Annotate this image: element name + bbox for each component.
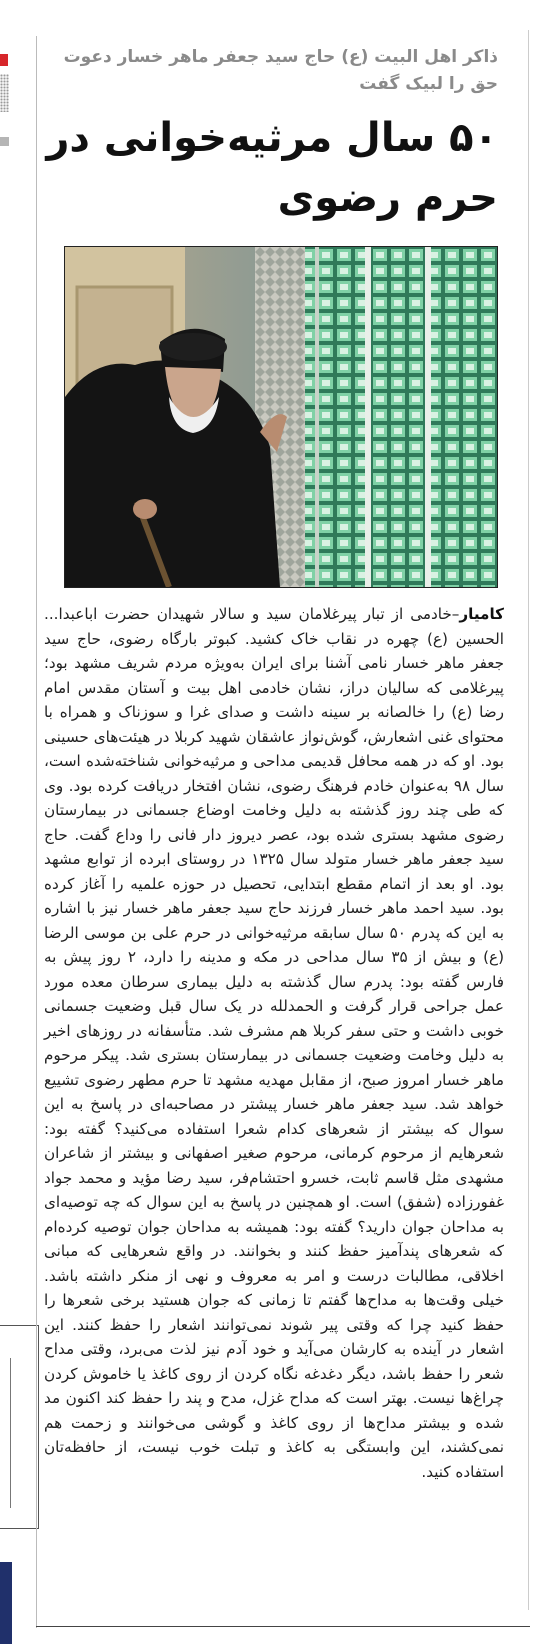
adjacent-grey-marker [0,137,9,146]
article-body [44,602,504,1484]
article-headline: ۵۰ سال مرثیه‌خوانی در حرم رضوی [46,115,498,221]
article-kicker: ذاکر اهل البیت (ع) حاج سید جعفر ماهر خسار دعوت حق را لبیک گفت [63,47,498,94]
article-photo [64,246,498,588]
adjacent-box-inner-frame [0,1358,11,1508]
adjacent-dot-pattern [0,74,9,112]
right-margin-rule [528,30,529,1610]
bottom-rule [36,1626,530,1627]
adjacent-red-marker [0,54,8,66]
adjacent-navy-bar [0,1562,12,1644]
portrait-photo-icon [65,247,497,587]
column-divider [36,36,37,1628]
article-header [42,44,502,228]
article-byline: کامیار [459,605,504,623]
article-body-text: –خادمی از تبار پیرغلامان سید و سالار شهیدان حضرت اباعبدا... الحسین (ع) چهره در نقاب خاک کشید. کبوتر بارگاه رضوی، حاج سید جعفر ماهر خسار نامی آشنا برای ایران به‌ویژه مردم شریف مشهد بود؛ پیرغلامی که سالیان دراز، نشان خادمی اهل بیت و آستان مقدس امام رضا (ع) را خالصانه بر سینه داشت و صدای غرا و سوزناک و همراه با محتوای غنی اشعارش، گوش‌نواز عاشقان شهید کربلا در هیئت‌های حسینی بود. او که در همه محافل قدیمی مداحی و مرثیه‌خوانی شناخته‌شده است، سال ۹۸ به‌عنوان خادم فرهنگ رضوی، نشان افتخار دریافت کرده بود. وی که طی چند روز گذشته به دلیل وخامت اوضاع جسمانی در بیمارستان رضوی مشهد بستری شده بود، عصر دیروز دار فانی را وداع گفت. حاج سید جعفر ماهر خسار متولد سال ۱۳۲۵ در روستای ابرده از توابع مشهد بود. او بعد از اتمام مقطع ابتدایی، تحصیل در حوزه علمیه را آغاز کرده بود. سید احمد ماهر خسار فرزند حاج سید جعفر ماهر خسار نیز با اشاره به این که پدرم ۵۰ سال سابقه مرثیه‌خوانی در حرم علی بن موسی الرضا (ع) و بیش از ۳۵ سال مداحی در مکه و مدینه را دارد، ۲ روز پیش به فارس گفته بود: پدرم سال گذشته به دلیل بیماری سرطان معده مورد عمل جراحی قرار گرفت و الحمدلله در یک سال قبل وضعیت جسمانی خوبی داشت و حتی سفر کربلا هم مشرف شد. متأسفانه در روزهای اخیر به دلیل وخامت وضعیت جسمانی در بیمارستان بستری شد. پیکر مرحوم ماهر خسار امروز صبح، از مقابل مهدیه مشهد تا حرم مطهر رضوی تشییع خواهد شد. سید جعفر ماهر خسار پیشتر در مصاحبه‌ای در پاسخ به این سوال که بیشتر از شعرهای کدام شعرا استفاده می‌کنید؟ گفته بود: شعرهایم از مرحوم کرمانی، مرحوم صغیر اصفهانی و بیشتر از شاعران مشهدی مثل قاسم ثابت، خسرو احتشام‌فر، سید رضا مؤید و محمد جواد غفورزاده (شفق) است. او همچنین در پاسخ به این سوال که چه توصیه‌ای به مداحان جوان دارید؟ گفته بود: همیشه به مداحان جوان توصیه کرده‌ام که شعرهای پندآمیز حفظ کنند و بخوانند. در واقع شعرهایی که مبانی اخلاقی، مطالبات درست و امر به معروف و نهی از منکر داشته باشد. خیلی وقت‌ها به مداح‌ها گفتم تا زمانی که جوان هستید برخی شعرها را حفظ کنید چرا که وقتی پیر شوند نمی‌توانند اشعار را حفظ کنند. این اشعار در آینده به کارشان می‌آید و خود آدم نیز لذت می‌برد، وقتی مداح شعر را حفظ باشد، دیگر دغدغه نگاه کردن از روی کاغذ یا خاموش کردن چراغ‌ها نیست. بهتر است که مداح غزل، مدح و پند را حفظ کند اکنون مد شده و بیشتر مداح‌ها از روی کاغذ و گوشی می‌خوانند و زحمت هم نمی‌کشند، این وابستگی به کاغذ و تبلت خوب نیست، از حافظه‌تان استفاده کنید. [44,605,504,1481]
